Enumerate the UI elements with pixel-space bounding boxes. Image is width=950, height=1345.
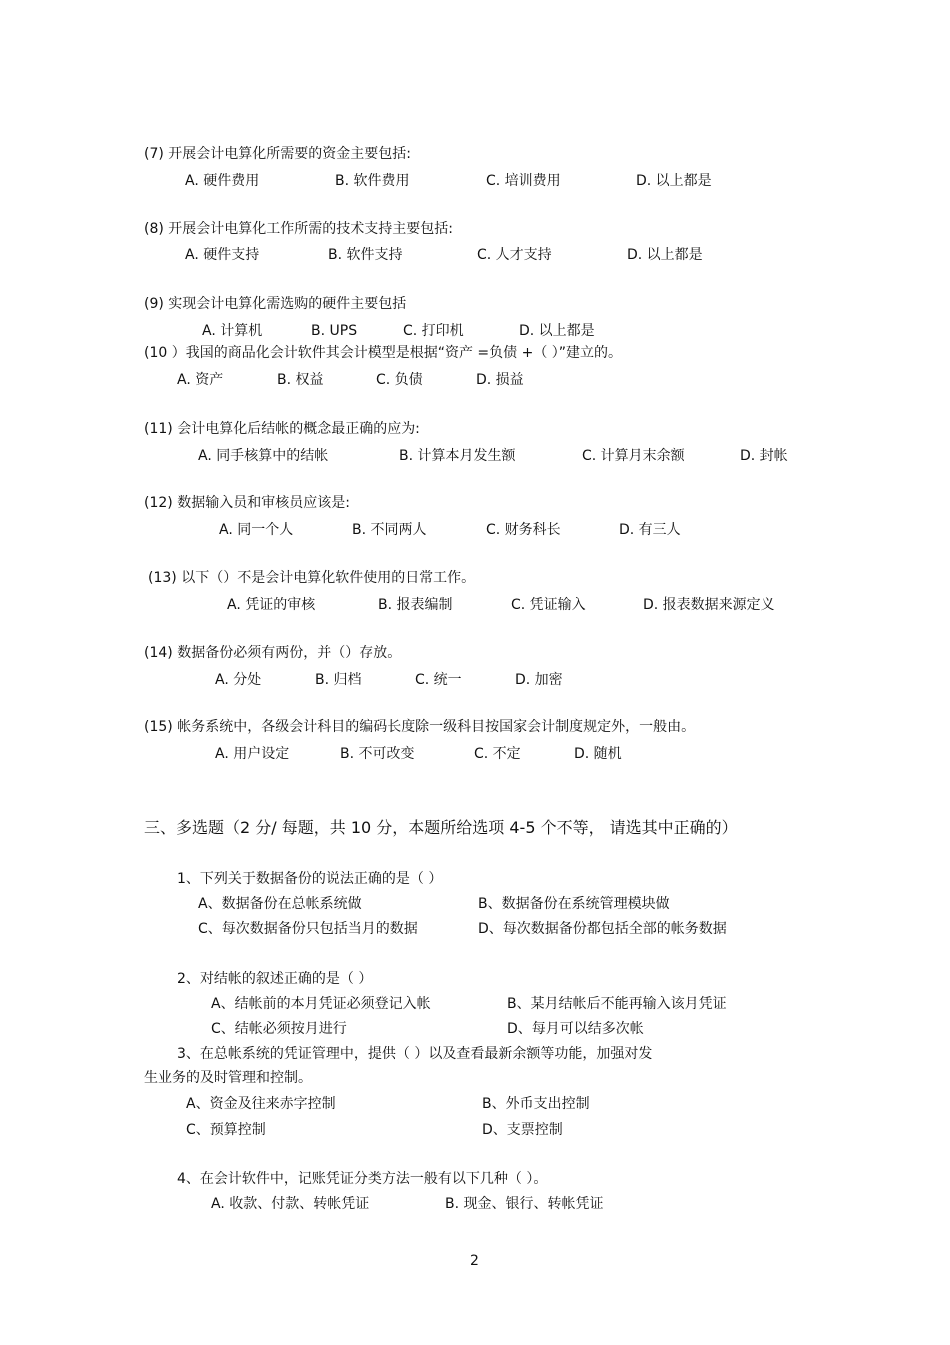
- q8-option-a: A. 硬件支持: [185, 247, 260, 263]
- m2-option-b: B、某月结帐后不能再输入该月凭证: [507, 996, 727, 1012]
- q14-option-d: D. 加密: [515, 672, 563, 688]
- section-title: 三、多选题（2 分/ 每题，共 10 分，本题所给选项 4-5 个不等， 请选其中正确的）: [144, 818, 738, 837]
- q9-option-c: C. 打印机: [403, 323, 464, 339]
- q10-option-a: A. 资产: [177, 372, 224, 388]
- question-10-stem: (10 ）我国的商品化会计软件其会计模型是根据“资产 =负债 +（ ）”建立的。: [144, 345, 623, 361]
- q10-option-c: C. 负债: [376, 372, 423, 388]
- q12-option-c: C. 财务科长: [486, 522, 561, 538]
- q7-option-a: A. 硬件费用: [185, 173, 260, 189]
- q7-option-b: B. 软件费用: [335, 173, 410, 189]
- q13-option-a: A. 凭证的审核: [227, 597, 316, 613]
- q15-option-c: C. 不定: [474, 746, 521, 762]
- m3-option-c: C、预算控制: [186, 1122, 266, 1138]
- q12-option-b: B. 不同两人: [352, 522, 427, 538]
- q11-option-b: B. 计算本月发生额: [399, 448, 516, 464]
- q15-option-d: D. 随机: [574, 746, 622, 762]
- multi-1-stem: 1、下列关于数据备份的说法正确的是（ ）: [177, 871, 443, 887]
- q11-option-a: A. 同手核算中的结帐: [198, 448, 329, 464]
- m4-option-b: B. 现金、银行、转帐凭证: [445, 1196, 604, 1212]
- q9-option-b: B. UPS: [311, 323, 358, 339]
- multi-4-stem: 4、在会计软件中，记账凭证分类方法一般有以下几种（ ）。: [177, 1171, 548, 1187]
- multi-3-stem-continued: 生业务的及时管理和控制。: [144, 1070, 312, 1086]
- q14-option-a: A. 分处: [215, 672, 262, 688]
- q11-option-d: D. 封帐: [740, 448, 788, 464]
- m1-option-a: A、数据备份在总帐系统做: [198, 896, 362, 912]
- q13-option-b: B. 报表编制: [378, 597, 453, 613]
- q8-option-d: D. 以上都是: [627, 247, 703, 263]
- question-12-stem: (12) 数据输入员和审核员应该是:: [144, 495, 350, 511]
- question-11-stem: (11) 会计电算化后结帐的概念最正确的应为:: [144, 421, 420, 437]
- q11-option-c: C. 计算月末余额: [582, 448, 685, 464]
- m3-option-b: B、外币支出控制: [482, 1096, 590, 1112]
- question-13-stem: (13) 以下（）不是会计电算化软件使用的日常工作。: [148, 570, 476, 586]
- page-number: 2: [470, 1253, 479, 1269]
- q9-option-d: D. 以上都是: [519, 323, 595, 339]
- q8-option-b: B. 软件支持: [328, 247, 403, 263]
- q7-option-d: D. 以上都是: [636, 173, 712, 189]
- q7-option-c: C. 培训费用: [486, 173, 561, 189]
- q14-option-b: B. 归档: [315, 672, 362, 688]
- question-7-stem: (7) 开展会计电算化所需要的资金主要包括:: [144, 146, 411, 162]
- q9-option-a: A. 计算机: [202, 323, 263, 339]
- q15-option-b: B. 不可改变: [340, 746, 415, 762]
- q13-option-d: D. 报表数据来源定义: [643, 597, 775, 613]
- m2-option-d: D、每月可以结多次帐: [507, 1021, 644, 1037]
- q15-option-a: A. 用户设定: [215, 746, 290, 762]
- m3-option-a: A、资金及往来赤字控制: [186, 1096, 336, 1112]
- question-14-stem: (14) 数据备份必须有两份，并（）存放。: [144, 645, 402, 661]
- q12-option-a: A. 同一个人: [219, 522, 294, 538]
- multi-3-stem: 3、在总帐系统的凭证管理中，提供（ ）以及查看最新余额等功能，加强对发: [177, 1046, 653, 1062]
- q14-option-c: C. 统一: [415, 672, 462, 688]
- question-9-stem: (9) 实现会计电算化需选购的硬件主要包括: [144, 296, 407, 312]
- question-15-stem: (15) 帐务系统中，各级会计科目的编码长度除一级科目按国家会计制度规定外，一般由。: [144, 719, 696, 735]
- m1-option-b: B、数据备份在系统管理模块做: [478, 896, 670, 912]
- multi-2-stem: 2、对结帐的叙述正确的是（ ）: [177, 971, 373, 987]
- q10-option-b: B. 权益: [277, 372, 324, 388]
- q10-option-d: D. 损益: [476, 372, 524, 388]
- m1-option-c: C、每次数据备份只包括当月的数据: [198, 921, 418, 937]
- q8-option-c: C. 人才支持: [477, 247, 552, 263]
- m4-option-a: A. 收款、付款、转帐凭证: [211, 1196, 370, 1212]
- m1-option-d: D、每次数据备份都包括全部的帐务数据: [478, 921, 727, 937]
- q12-option-d: D. 有三人: [619, 522, 681, 538]
- m2-option-a: A、结帐前的本月凭证必须登记入帐: [211, 996, 431, 1012]
- m2-option-c: C、结帐必须按月进行: [211, 1021, 347, 1037]
- q13-option-c: C. 凭证输入: [511, 597, 586, 613]
- m3-option-d: D、支票控制: [482, 1122, 563, 1138]
- question-8-stem: (8) 开展会计电算化工作所需的技术支持主要包括:: [144, 221, 453, 237]
